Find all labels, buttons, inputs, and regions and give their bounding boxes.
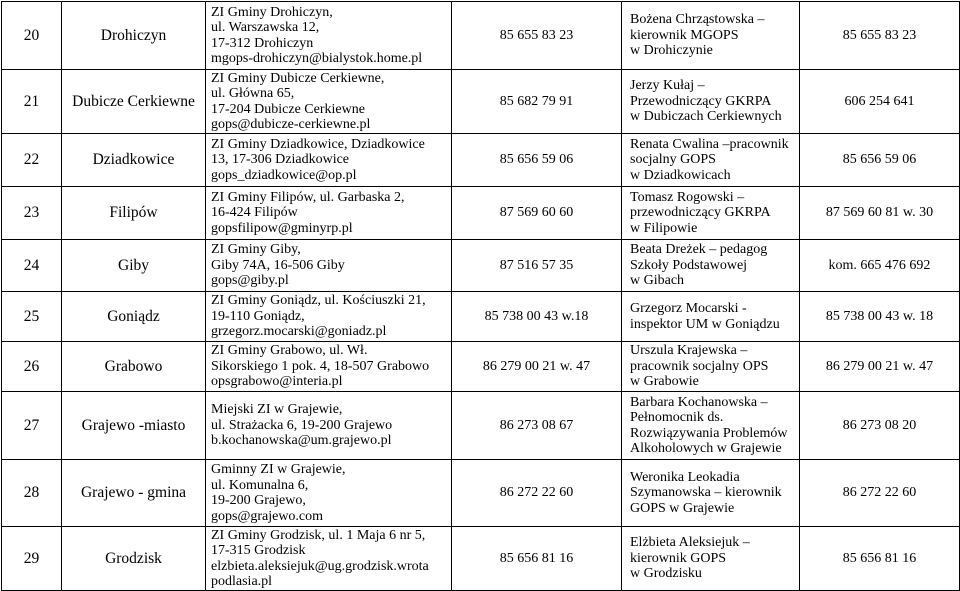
institution-phone: 86 279 00 21 w. 47 bbox=[452, 342, 622, 392]
row-number: 20 bbox=[2, 2, 62, 70]
institution-address: ZI Gminy Filipów, ul. Garbaska 2, 16-424 Filipów gopsfilipow@gminyrp.pl bbox=[206, 187, 452, 240]
row-number: 29 bbox=[2, 527, 62, 591]
municipality-name: Dziadkowice bbox=[62, 134, 206, 187]
table-row bbox=[2, 460, 960, 527]
contact-phone: 85 656 59 06 bbox=[800, 134, 960, 187]
municipality-name: Goniądz bbox=[62, 292, 206, 342]
table-row bbox=[2, 187, 960, 240]
contact-person: Tomasz Rogowski – przewodniczący GKRPA w Filipowie bbox=[622, 187, 800, 240]
municipality-name: Filipów bbox=[62, 187, 206, 240]
municipality-name: Grabowo bbox=[62, 342, 206, 392]
row-number: 25 bbox=[2, 292, 62, 342]
contact-phone: 85 655 83 23 bbox=[800, 2, 960, 70]
contact-person: Grzegorz Mocarski - inspektor UM w Goniądzu bbox=[622, 292, 800, 342]
contact-phone: kom. 665 476 692 bbox=[800, 240, 960, 292]
institution-address: ZI Gminy Giby, Giby 74A, 16-506 Giby gops@giby.pl bbox=[206, 240, 452, 292]
municipality-name: Grodzisk bbox=[62, 527, 206, 591]
institution-address: ZI Gminy Drohiczyn, ul. Warszawska 12, 17-312 Drohiczyn mgops-drohiczyn@bialystok.home.pl bbox=[206, 2, 452, 70]
institution-phone: 87 516 57 35 bbox=[452, 240, 622, 292]
municipality-name: Giby bbox=[62, 240, 206, 292]
institution-phone: 85 656 59 06 bbox=[452, 134, 622, 187]
institution-address: ZI Gminy Dubicze Cerkiewne, ul. Główna 65, 17-204 Dubicze Cerkiewne gops@dubicze-cerkiewne.pl bbox=[206, 70, 452, 134]
contact-person: Beata Dreżek – pedagog Szkoły Podstawowej w Gibach bbox=[622, 240, 800, 292]
contact-person: Renata Cwalina –pracownik socjalny GOPS w Dziadkowicach bbox=[622, 134, 800, 187]
institution-phone: 85 682 79 91 bbox=[452, 70, 622, 134]
institution-address: ZI Gminy Dziadkowice, Dziadkowice 13, 17-306 Dziadkowice gops_dziadkowice@op.pl bbox=[206, 134, 452, 187]
contact-phone: 85 738 00 43 w. 18 bbox=[800, 292, 960, 342]
institution-address: ZI Gminy Goniądz, ul. Kościuszki 21, 19-110 Goniądz, grzegorz.mocarski@goniadz.pl bbox=[206, 292, 452, 342]
institution-phone: 86 273 08 67 bbox=[452, 392, 622, 460]
institution-phone: 85 655 83 23 bbox=[452, 2, 622, 70]
institution-phone: 85 656 81 16 bbox=[452, 527, 622, 591]
contact-phone: 86 279 00 21 w. 47 bbox=[800, 342, 960, 392]
table-row bbox=[2, 134, 960, 187]
contact-person: Bożena Chrząstowska – kierownik MGOPS w Drohiczynie bbox=[622, 2, 800, 70]
contact-person: Weronika Leokadia Szymanowska – kierownik GOPS w Grajewie bbox=[622, 460, 800, 527]
municipality-name: Drohiczyn bbox=[62, 2, 206, 70]
contacts-table bbox=[1, 1, 960, 591]
contact-phone: 86 272 22 60 bbox=[800, 460, 960, 527]
contact-phone: 85 656 81 16 bbox=[800, 527, 960, 591]
institution-address: Gminny ZI w Grajewie, ul. Komunalna 6, 19-200 Grajewo, gops@grajewo.com bbox=[206, 460, 452, 527]
institution-phone: 86 272 22 60 bbox=[452, 460, 622, 527]
row-number: 27 bbox=[2, 392, 62, 460]
row-number: 24 bbox=[2, 240, 62, 292]
institution-address: Miejski ZI w Grajewie, ul. Strażacka 6, 19-200 Grajewo b.kochanowska@um.grajewo.pl bbox=[206, 392, 452, 460]
table-row bbox=[2, 70, 960, 134]
row-number: 26 bbox=[2, 342, 62, 392]
row-number: 28 bbox=[2, 460, 62, 527]
contact-person: Barbara Kochanowska – Pełnomocnik ds. Rozwiązywania Problemów Alkoholowych w Grajewie bbox=[622, 392, 800, 460]
institution-address: ZI Gminy Grodzisk, ul. 1 Maja 6 nr 5, 17-315 Grodzisk elzbieta.aleksiejuk@ug.grodzisk.wrota podlasia.pl bbox=[206, 527, 452, 591]
row-number: 23 bbox=[2, 187, 62, 240]
table-row bbox=[2, 292, 960, 342]
contact-phone: 606 254 641 bbox=[800, 70, 960, 134]
table-row bbox=[2, 2, 960, 70]
table-row bbox=[2, 240, 960, 292]
row-number: 21 bbox=[2, 70, 62, 134]
institution-phone: 87 569 60 60 bbox=[452, 187, 622, 240]
table-body bbox=[2, 2, 960, 591]
contact-phone: 86 273 08 20 bbox=[800, 392, 960, 460]
table-row bbox=[2, 392, 960, 460]
contact-person: Jerzy Kułaj – Przewodniczący GKRPA w Dubiczach Cerkiewnych bbox=[622, 70, 800, 134]
contact-phone: 87 569 60 81 w. 30 bbox=[800, 187, 960, 240]
contact-person: Elżbieta Aleksiejuk – kierownik GOPS w Grodzisku bbox=[622, 527, 800, 591]
contact-person: Urszula Krajewska – pracownik socjalny OPS w Grabowie bbox=[622, 342, 800, 392]
institution-address: ZI Gminy Grabowo, ul. Wł. Sikorskiego 1 pok. 4, 18-507 Grabowo opsgrabowo@interia.pl bbox=[206, 342, 452, 392]
institution-phone: 85 738 00 43 w.18 bbox=[452, 292, 622, 342]
table-row bbox=[2, 342, 960, 392]
municipality-name: Grajewo - gmina bbox=[62, 460, 206, 527]
table-row bbox=[2, 527, 960, 591]
municipality-name: Dubicze Cerkiewne bbox=[62, 70, 206, 134]
municipality-name: Grajewo -miasto bbox=[62, 392, 206, 460]
row-number: 22 bbox=[2, 134, 62, 187]
